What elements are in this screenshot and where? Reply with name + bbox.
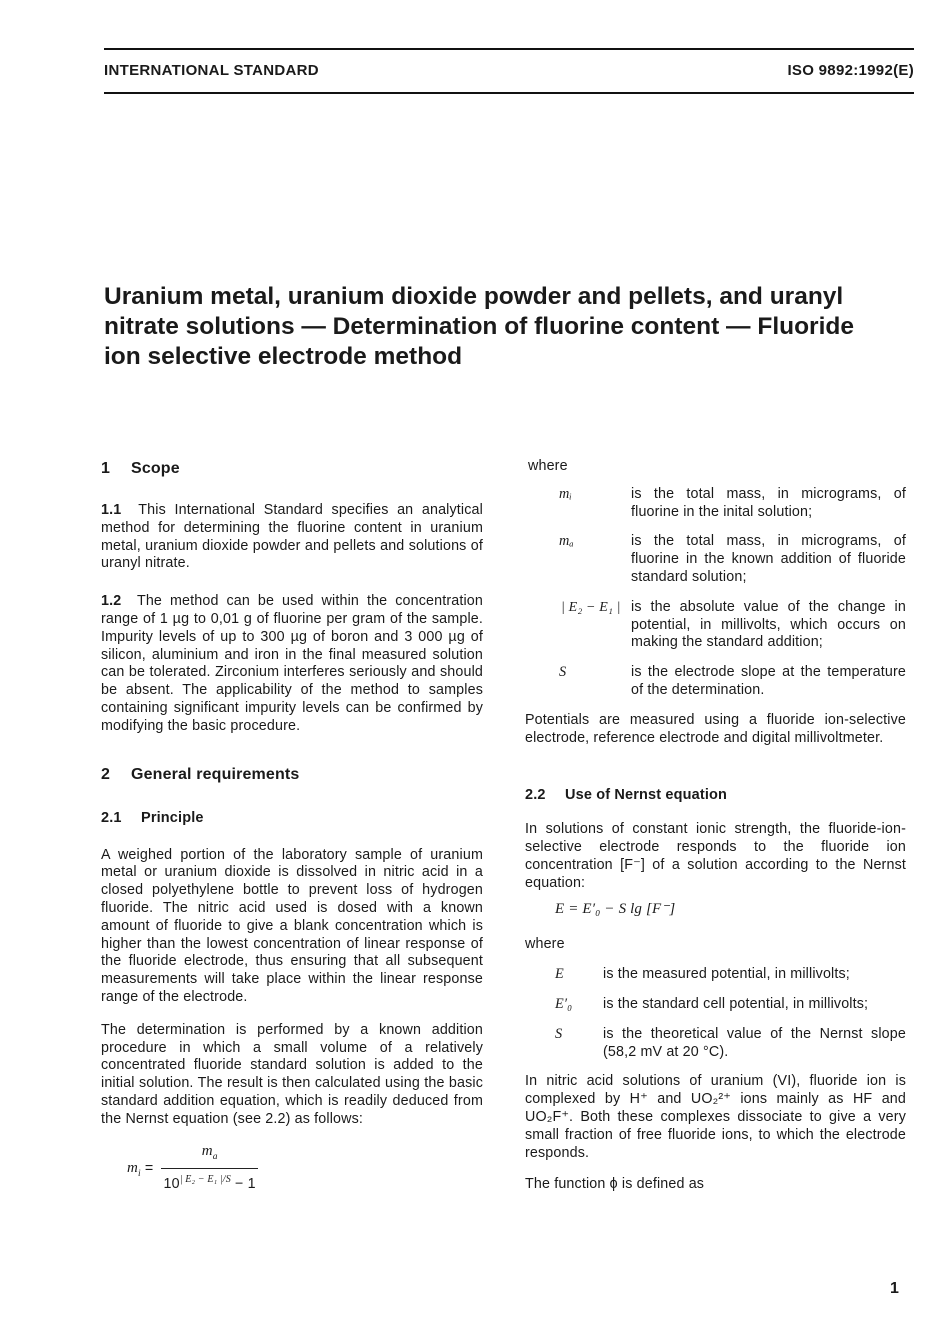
definition-item xyxy=(525,533,906,586)
header-right: ISO 9892:1992(E) xyxy=(787,62,914,79)
definition-text: is the absolute value of the change in potential, in millivolts, which occurs on making the standard addition; xyxy=(631,598,906,651)
clause-text: The method can be used within the concentration range of 1 µg to 0,01 g of fluorine per gram of the sample. Impurity levels of up to 300 µg of boron and 3 000 µg of silicon, aluminium and iron in the final measured solution can be tolerated. Zirconium interferes seriously and should be absent. The applicability of the method to samples containing significant impurity levels can be confirmed by modifying the basic procedure. xyxy=(101,593,483,734)
definition-symbol: S xyxy=(559,664,567,681)
potentials-paragraph: Potentials are measured using a fluoride ion-selective electrode, reference electrode and digital millivoltmeter. xyxy=(525,711,906,746)
standard-addition-equation xyxy=(101,1143,483,1194)
definition-text: is the total mass, in micrograms, of fluorine in the inital solution; xyxy=(631,485,906,520)
subsection-nernst-heading xyxy=(525,785,906,805)
definition-text: is the total mass, in micrograms, of fluorine in the known addition of fluoride standard solution; xyxy=(631,533,906,585)
section-number: 2 xyxy=(101,765,111,783)
nernst-equation: E = E′₀ − S lg [F⁻] xyxy=(555,900,676,917)
definition-symbol: mₐ xyxy=(559,533,574,550)
subsection-number: 2.2 xyxy=(525,787,546,804)
paragraph-1-2 xyxy=(101,593,483,735)
equation-denominator: $10^{| E_2 - E_1 |/S} - 1$ xyxy=(163,1174,256,1193)
section-number: 1 xyxy=(101,460,111,477)
clause-number: 1.1 xyxy=(101,502,122,518)
definition-symbol: S xyxy=(555,1025,563,1042)
nernst-paragraph-3: The function ϕ is defined as xyxy=(525,1176,705,1193)
subsection-title: Use of Nernst equation xyxy=(565,787,728,804)
clause-text: This International Standard specifies an analytical method for determining the fluorine content in uranium metal, uranium dioxide powder and pellets and solutions of uranyl nitrate. xyxy=(101,502,483,572)
definition-symbol: mᵢ xyxy=(559,485,572,502)
equation-fraction xyxy=(164,1143,256,1194)
header-left: INTERNATIONAL STANDARD xyxy=(104,62,319,79)
definitions-list-1 xyxy=(525,486,906,700)
definition-symbol: | E₂ − E₁ | xyxy=(561,599,621,615)
definition-item xyxy=(525,664,906,700)
equation-numerator: $m_a$ xyxy=(161,1143,258,1170)
definition-text: is the measured potential, in millivolts; xyxy=(603,966,850,983)
definition-item xyxy=(525,1026,906,1062)
definition-item xyxy=(525,599,906,652)
nernst-paragraph-2: In nitric acid solutions of uranium (VI), fluoride ion is complexed by H⁺ and UO₂²⁺ ions mainly as HF and UO₂F⁺. Both these complexes dissociate to give a very small fraction of free fluoride ions, to which the electrode responds. xyxy=(525,1073,906,1161)
where-label: where xyxy=(528,458,568,474)
definition-item xyxy=(525,966,906,984)
section-title: General requirements xyxy=(131,765,300,783)
header-bottom-rule xyxy=(104,92,914,94)
principle-paragraph-1: A weighed portion of the laboratory sample of uranium metal or uranium dioxide is dissolved in nitric acid in a closed polyethylene bottle to prevent loss of hydrogen fluoride. The nitric acid used is dosed with a known amount of fluoride to give a blank concentration which is higher than the lowest concentration of linear response of the fluoride electrode, thus ensuring that all subsequent measurements will take place within the linear response range of the electrode. xyxy=(101,846,483,1005)
equation-lhs: $m_i$ xyxy=(127,1159,141,1179)
subsection-principle-heading xyxy=(101,808,483,828)
definition-symbol: E xyxy=(555,966,564,983)
document-title: Uranium metal, uranium dioxide powder and pellets, and uranyl nitrate solutions — Determination of fluorine content — Fluoride ion selective electrode method xyxy=(104,283,854,370)
principle-paragraph-2: The determination is performed by a known addition procedure in which a small volume of a relatively concentrated fluoride standard solution is added to the initial solution. The result is then calculated using the basic standard addition equation, which is readily deduced from the Nernst equation (see 2.2) as follows: xyxy=(101,1021,483,1127)
subsection-title: Principle xyxy=(141,809,204,826)
definition-text: is the standard cell potential, in millivolts; xyxy=(603,995,869,1012)
definition-item xyxy=(525,486,906,522)
definition-symbol: E′₀ xyxy=(555,995,573,1012)
left-column xyxy=(101,458,483,1194)
paragraph-1-1 xyxy=(101,502,483,573)
header-top-rule xyxy=(104,48,914,50)
section-title: Scope xyxy=(131,460,180,477)
nernst-paragraph-1: In solutions of constant ionic strength, the fluoride-ion-selective electrode responds to the fluoride ion concentration [F⁻] of a solution according to the Nernst equation: xyxy=(525,821,906,891)
section-scope-heading xyxy=(101,458,483,480)
definitions-list-2 xyxy=(525,966,906,1061)
definition-text: is the theoretical value of the Nernst slope (58,2 mV at 20 °C). xyxy=(603,1025,906,1060)
definition-item xyxy=(525,996,906,1014)
definition-text: is the electrode slope at the temperature of the determination. xyxy=(631,664,906,698)
equation-equals: = xyxy=(144,1159,154,1176)
clause-number: 1.2 xyxy=(101,593,122,610)
where-label-2: where xyxy=(525,936,565,953)
subsection-number: 2.1 xyxy=(101,809,122,826)
section-general-heading xyxy=(101,764,483,786)
right-column xyxy=(525,458,906,1207)
page-number: 1 xyxy=(890,1280,899,1297)
